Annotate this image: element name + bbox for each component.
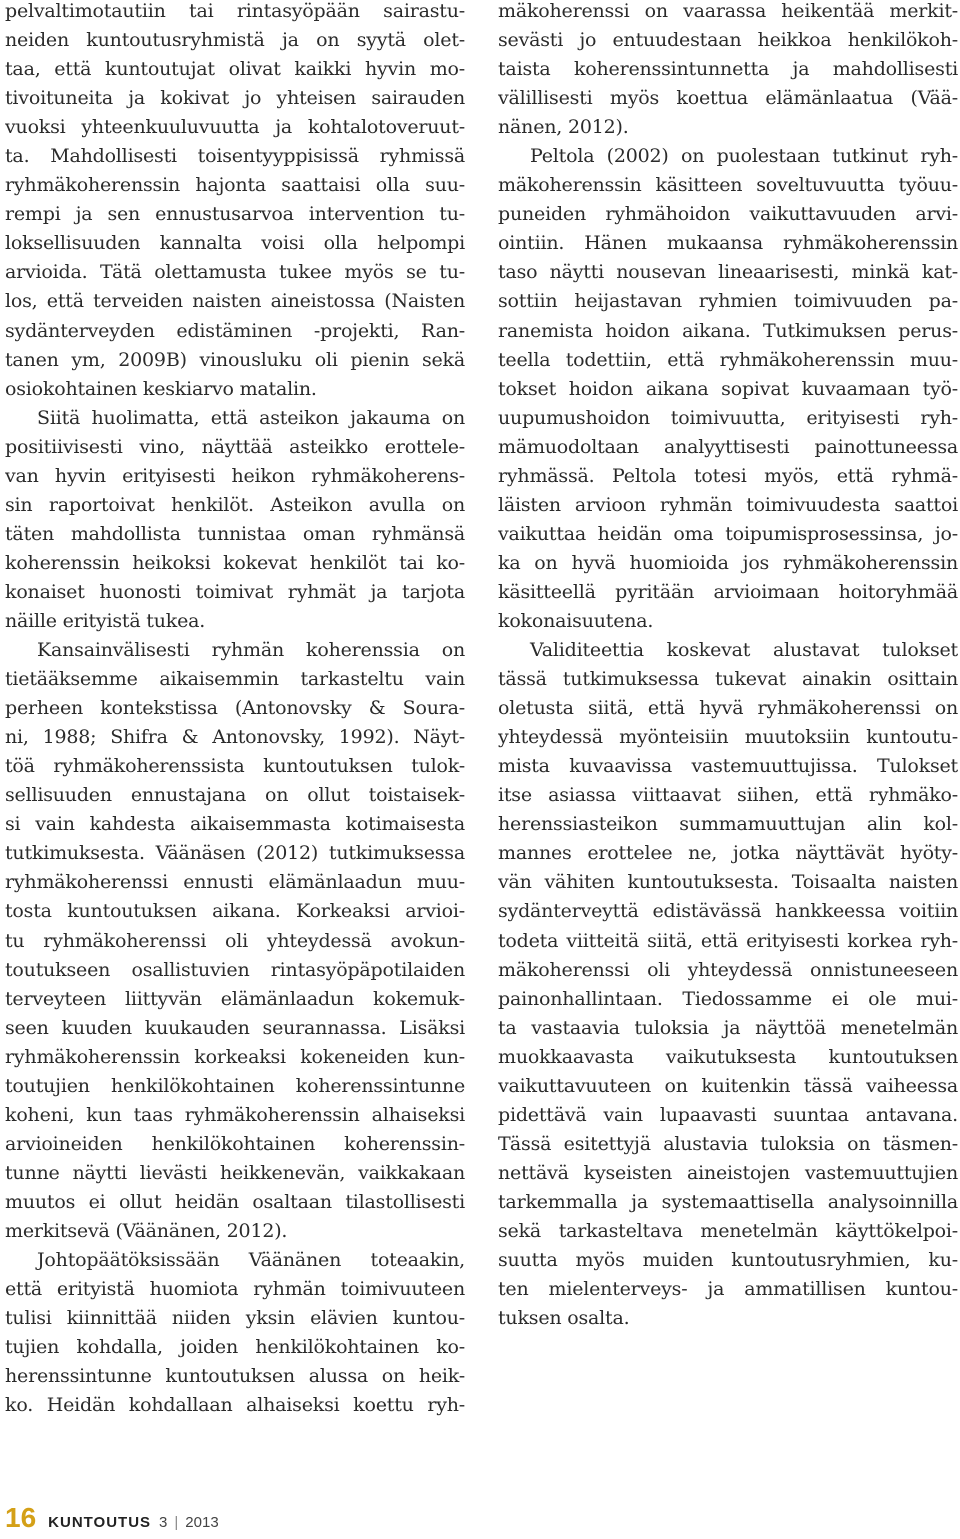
text-line: painonhallintaan. Tiedossamme ei ole mui- [498, 987, 958, 1010]
text-line: täten mahdollista tunnistaa oman ryhmänsä [5, 522, 465, 545]
text-line: vaikuttavuuteen on kuitenkin tässä vaiheessa [498, 1074, 958, 1097]
text-line: ranemista hoidon aikana. Tutkimuksen perus- [498, 319, 958, 342]
text-line: osiokohtainen keskiarvo matalin. [5, 377, 317, 400]
text-line: koheni, kun taas ryhmäkoherenssin alhaiseksi [5, 1103, 465, 1126]
text-line: vaikuttaa heidän oma toipumisprosessinsa, jo- [498, 522, 958, 545]
text-line: loksellisuuden kannalta voisi olla helpompi [5, 232, 465, 255]
text-line: tujien kohdalla, joiden henkilökohtainen ko- [5, 1336, 465, 1359]
text-line: että erityistä huomiota ryhmän toimivuuteen [5, 1278, 465, 1301]
text-line: välillisesti myös koettua elämänlaatua (Vää- [498, 87, 958, 110]
text-line: sottiin heijastavan ryhmien toimivuuden pa- [498, 290, 958, 313]
text-line: tulisi kiinnittää niiden yksin elävien kuntou- [5, 1307, 465, 1330]
text-line: vän vähiten kuntoutuksesta. Toisaalta naisten [498, 871, 958, 894]
text-line: Johtopäätöksissään Väänänen toteaakin, [37, 1249, 465, 1272]
text-line: pelvaltimotautiin tai rintasyöpään sairastu- [5, 0, 465, 22]
text-line: tutkimuksesta. Väänäsen (2012) tutkimuksessa [5, 842, 465, 865]
text-line: tanen ym, 2009B) vinousluku oli pienin sekä [5, 348, 465, 371]
text-line: tosta kuntoutuksen aikana. Korkeaksi arvioi- [5, 900, 465, 923]
text-line: terveyteen liittyvän elämänlaadun kokemuk- [5, 987, 465, 1010]
text-line: Validiteettia koskevat alustavat tulokset [530, 639, 958, 662]
text-line: sydänterveyden edistäminen -projekti, Ran- [5, 319, 465, 342]
text-line: teella todettiin, että ryhmäkoherenssin muu- [498, 348, 958, 371]
text-line: herenssintunne kuntoutuksen alussa on heik- [5, 1365, 465, 1388]
text-line: seen kuuden kuukauden seurannassa. Lisäksi [5, 1016, 465, 1039]
text-line: tarkemmalla ja systemaattisella analysoinnilla [498, 1190, 958, 1213]
text-line: rempi ja sen ennustusarvoa intervention tu- [5, 203, 465, 226]
text-line: taa, että kuntoutujat olivat kaikki hyvin mo- [5, 58, 465, 81]
text-line: tunne näytti lievästi heikkenevän, vaikkakaan [5, 1161, 465, 1184]
text-line: ko. Heidän kohdallaan alhaiseksi koettu ryh- [5, 1394, 465, 1417]
text-line: taso näytti nousevan lineaarisesti, minkä kat- [498, 261, 958, 284]
text-line: ointiin. Hänen mukaansa ryhmäkoherenssin [498, 232, 958, 255]
text-line: tu ryhmäkoherenssi oli yhteydessä avokun- [5, 929, 465, 952]
page-footer [5, 1502, 219, 1538]
text-line: Tässä esitettyjä alustavia tuloksia on täsmen- [498, 1132, 958, 1155]
left-column [5, 0, 465, 1420]
issue-year: 2013 [185, 1514, 219, 1531]
magazine-name: KUNTOUTUS [48, 1514, 152, 1531]
text-line: neiden kuntoutusryhmistä ja on syytä olet- [5, 29, 465, 52]
text-line: los, että terveiden naisten aineistossa (Naisten [5, 290, 465, 313]
text-line: puneiden ryhmähoidon vaikuttavuuden arvi- [498, 203, 958, 226]
text-line: sydänterveyttä edistävässä hankkeessa voitiin [498, 900, 958, 923]
text-line: tietääksemme aikaisemmin tarkasteltu vain [5, 668, 465, 691]
text-line: sekä tarkasteltava menetelmän käyttökelpoi- [498, 1219, 958, 1242]
text-line: käsitteellä pyritään arvioimaan hoitoryhmää [498, 580, 958, 603]
footer-separator: | [174, 1514, 179, 1531]
text-line: ta. Mahdollisesti toisentyyppisissä ryhmissä [5, 145, 465, 168]
text-line: sevästi jo entuudestaan heikkoa henkilökoh- [498, 29, 958, 52]
text-line: arvioineiden henkilökohtainen koherenssin- [5, 1132, 465, 1155]
text-line: merkitsevä (Väänänen, 2012). [5, 1219, 288, 1242]
text-line: kokonaisuutena. [498, 609, 654, 632]
text-line: uupumushoidon toimivuutta, erityisesti ryh- [498, 406, 958, 429]
text-line: koherenssin heikoksi kokevat henkilöt tai ko- [5, 551, 465, 574]
text-line: tuksen osalta. [498, 1307, 630, 1330]
text-line: perheen kontekstissa (Antonovsky & Soura- [5, 697, 465, 720]
page-number: 16 [5, 1502, 37, 1533]
text-line: ni, 1988; Shifra & Antonovsky, 1992). Näyt- [5, 726, 465, 749]
text-line: mannes erottelee ne, jotka näyttävät hyöty- [498, 842, 958, 865]
text-line: Siitä huolimatta, että asteikon jakauma on [37, 406, 465, 429]
text-line: tivoituneita ja kokivat jo yhteisen sairauden [5, 87, 465, 110]
text-line: vuoksi yhteenkuuluvuutta ja kohtalotoveruut- [5, 116, 465, 139]
text-line: tässä tutkimuksessa tukevat ainakin osittain [498, 668, 958, 691]
text-line: oletusta siitä, että hyvä ryhmäkoherenssi on [498, 697, 958, 720]
text-line: sellisuuden ennustajana on ollut toistaisek- [5, 784, 465, 807]
text-line: mäkoherenssi on vaarassa heikentää merkit- [498, 0, 958, 22]
text-line: mista kuvaavissa vastemuuttujissa. Tulokset [498, 755, 958, 778]
text-line: ta vastaavia tuloksia ja näyttöä menetelmän [498, 1016, 958, 1039]
text-line: van hyvin erityisesti heikon ryhmäkoherens- [5, 464, 465, 487]
text-line: ryhmäkoherenssin korkeaksi kokeneiden kun- [5, 1045, 465, 1068]
text-line: ka on hyvä huomioida jos ryhmäkoherenssin [498, 551, 958, 574]
text-line: suutta myös muiden kuntoutusryhmien, ku- [498, 1249, 958, 1272]
text-line: mäkoherenssi oli yhteydessä onnistuneeseen [498, 958, 958, 981]
text-line: muokkaavasta vaikutuksesta kuntoutuksen [498, 1045, 958, 1068]
text-line: todeta viitteitä siitä, että erityisesti korkea ryh- [498, 929, 958, 952]
text-line: muutos ei ollut heidän osaltaan tilastollisesti [5, 1190, 465, 1213]
text-line: herenssiasteikon summamuuttujan alin kol- [498, 813, 958, 836]
text-line: Kansainvälisesti ryhmän koherenssia on [37, 639, 465, 662]
text-line: ryhmässä. Peltola totesi myös, että ryhmä- [498, 464, 958, 487]
text-line: toutukseen osallistuvien rintasyöpäpotilaiden [5, 958, 465, 981]
issue-number: 3 [159, 1514, 168, 1531]
text-line: Peltola (2002) on puolestaan tutkinut ryh- [530, 145, 958, 168]
text-line: ten mielenterveys- ja ammatillisen kuntou- [498, 1278, 958, 1301]
text-line: si vain kahdesta aikaisemmasta kotimaisesta [5, 813, 465, 836]
text-line: toutujien henkilökohtainen koherenssintunne [5, 1074, 465, 1097]
text-line: mämuodoltaan analyyttisesti painottuneessa [498, 435, 958, 458]
text-line: positiivisesti vino, näyttää asteikko erottele- [5, 435, 465, 458]
text-line: ryhmäkoherenssin hajonta saattaisi olla suu- [5, 174, 465, 197]
text-line: nänen, 2012). [498, 116, 629, 139]
text-line: yhteydessä myönteisiin muutoksiin kuntoutu- [498, 726, 958, 749]
text-line: konaiset huonosti toimivat ryhmät ja tarjota [5, 580, 465, 603]
text-line: mäkoherenssin käsitteen soveltuvuutta työuu- [498, 174, 958, 197]
text-line: itse asiassa viittaavat siihen, että ryhmäko- [498, 784, 958, 807]
text-line: näille erityistä tukea. [5, 609, 206, 632]
text-line: tokset hoidon aikana sopivat kuvaamaan työ- [498, 377, 958, 400]
text-line: nettävä kyseisten aineistojen vastemuuttujien [498, 1161, 958, 1184]
right-column [498, 0, 958, 1333]
text-line: läisten arvioon ryhmän toimivuudesta saattoi [498, 493, 958, 516]
text-line: sin raportoivat henkilöt. Asteikon avulla on [5, 493, 465, 516]
text-line: taista koherenssintunnetta ja mahdollisesti [498, 58, 958, 81]
text-line: pidettävä vain lupaavasti suuntaa antavana. [498, 1103, 958, 1126]
text-line: töä ryhmäkoherenssista kuntoutuksen tulok- [5, 755, 465, 778]
text-line: ryhmäkoherenssi ennusti elämänlaadun muu- [5, 871, 465, 894]
text-line: arvioida. Tätä olettamusta tukee myös se tu- [5, 261, 465, 284]
